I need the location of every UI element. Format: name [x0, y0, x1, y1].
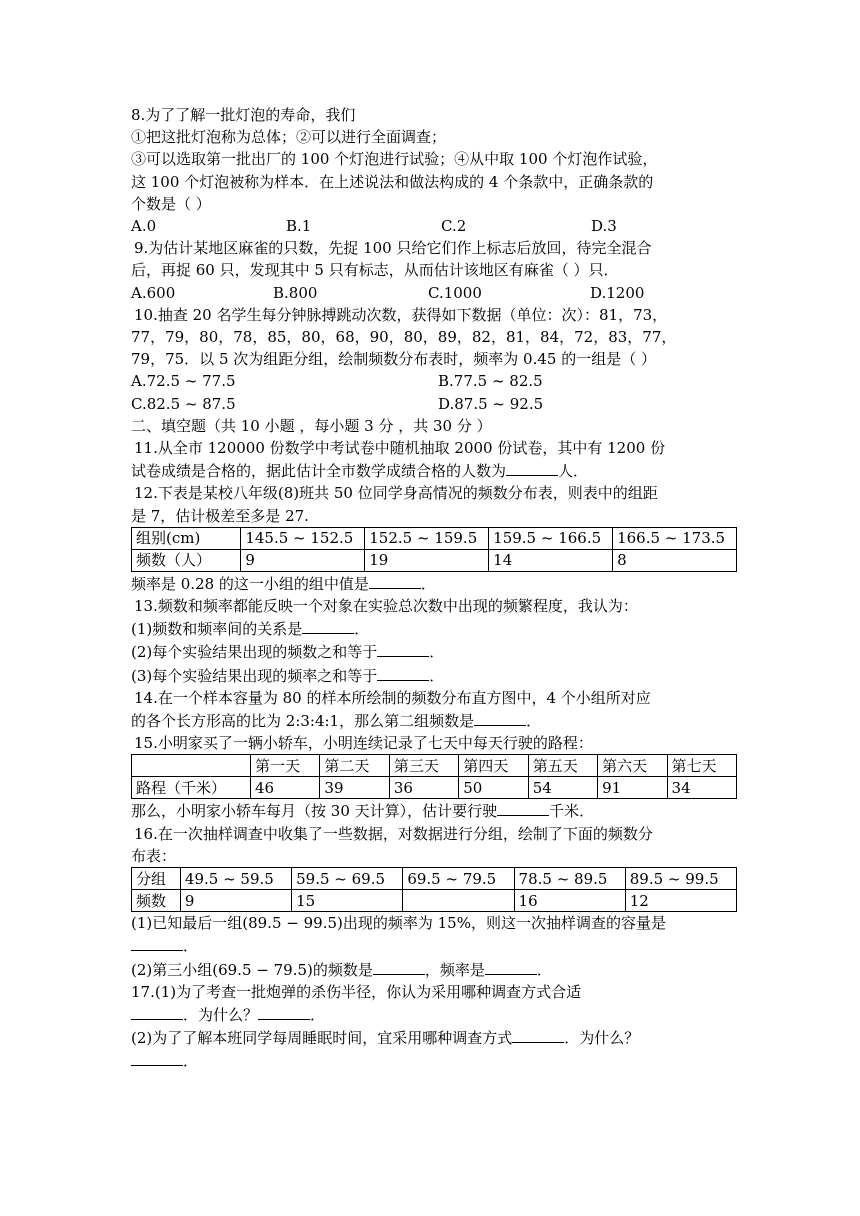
answer-blank	[377, 640, 429, 657]
q13-line-1: 13.频数和频率都能反映一个对象在实验总次数中出现的频繁程度，我认为：	[134, 597, 638, 616]
table-cell: 91	[598, 777, 667, 799]
q8-line-2: ①把这批灯泡称为总体；②可以进行全面调查；	[131, 128, 447, 147]
table-cell: 第五天	[528, 755, 597, 777]
answer-blank	[485, 958, 537, 975]
q17-sub-2-tail: ．	[183, 1052, 199, 1071]
q15-after-tail: 千米．	[549, 802, 595, 821]
table-cell: 频数	[132, 890, 181, 912]
q10-option-b: B.77.5 ~ 82.5	[438, 372, 543, 391]
table-row	[132, 777, 737, 799]
table-cell: 第二天	[320, 755, 389, 777]
q10-line-1: 10.抽查 20 名学生每分钟脉搏跳动次数，获得如下数据（单位：次）：81，73，	[134, 305, 668, 324]
q17-sub-1-cont	[131, 1003, 737, 1026]
answer-blank	[377, 664, 429, 681]
answer-blank	[497, 799, 549, 816]
table-cell: 12	[625, 890, 736, 912]
q16-sub-2-text: (2)第三小组(69.5 − 79.5)的频数是	[131, 960, 373, 979]
q16-sub-1: (1)已知最后一组(89.5 − 99.5)出现的频率为 15%，则这一次抽样调查的容量是	[131, 914, 666, 933]
table-cell: 59.5 ~ 69.5	[292, 868, 403, 890]
q12-after	[131, 572, 737, 595]
table-cell: 9	[241, 549, 365, 571]
table-cell: 分组	[132, 868, 181, 890]
q8-option-a: A.0	[131, 217, 157, 236]
q15-distance-table	[131, 754, 737, 799]
q8-line-5: 个数是（ ）	[131, 194, 211, 213]
table-cell: 9	[180, 890, 291, 912]
table-cell	[132, 755, 251, 777]
answer-blank	[474, 709, 526, 726]
table-cell: 50	[459, 777, 528, 799]
answer-blank	[131, 1049, 183, 1066]
table-cell: 第七天	[667, 755, 736, 777]
table-row	[132, 549, 737, 571]
q10-line-2: 77，79，80，78，85，80，68，90，80，89，82，81，84，72，83，77，	[131, 328, 677, 347]
q10-options-row-2	[131, 393, 737, 415]
q13-sub-2-text: (2)每个实验结果出现的频数之和等于	[131, 643, 378, 662]
table-cell: 19	[365, 549, 489, 571]
table-cell: 145.5 ~ 152.5	[241, 527, 365, 549]
q13-sub-2-tail: ．	[429, 643, 445, 662]
table-cell	[403, 890, 514, 912]
table-cell: 16	[514, 890, 625, 912]
q13-sub-2	[131, 640, 737, 663]
table-cell: 14	[489, 549, 613, 571]
q14-line-2	[131, 709, 737, 732]
q11-line-2	[131, 459, 737, 482]
q8-option-b: B.1	[286, 217, 312, 236]
q10-option-c: C.82.5 ~ 87.5	[131, 394, 236, 413]
table-cell: 第三天	[389, 755, 458, 777]
q13-sub-1-text: (1)频数和频率间的关系是	[131, 620, 303, 639]
q9-option-b: B.800	[273, 283, 318, 302]
q16-line-2: 布表：	[131, 846, 177, 865]
q14-line-1: 14.在一个样本容量为 80 的样本所绘制的频数分布直方图中，4 个小组所对应	[134, 688, 651, 707]
q13-sub-1-tail: ．	[354, 620, 370, 639]
q10-option-d: D.87.5 ~ 92.5	[438, 394, 544, 413]
q13-sub-3	[131, 664, 737, 687]
answer-blank	[369, 572, 421, 589]
answer-blank	[506, 459, 558, 476]
table-cell: 159.5 ~ 166.5	[489, 527, 613, 549]
table-cell: 频数（人）	[132, 549, 241, 571]
q17-sub-2-mid: ．为什么？	[564, 1029, 640, 1048]
table-cell: 第一天	[251, 755, 320, 777]
table-cell: 路程（千米）	[132, 777, 251, 799]
q8-options	[131, 215, 737, 237]
table-cell: 36	[389, 777, 458, 799]
q12-line-1: 12.下表是某校八年级(8)班共 50 位同学身高情况的频数分布表，则表中的组距	[134, 484, 658, 503]
q9-option-c: C.1000	[428, 283, 482, 302]
q16-sub-1-cont	[131, 934, 737, 957]
table-row	[132, 890, 737, 912]
answer-blank	[131, 934, 183, 951]
table-cell: 49.5 ~ 59.5	[180, 868, 291, 890]
table-cell: 89.5 ~ 99.5	[625, 868, 736, 890]
q16-frequency-table	[131, 867, 737, 912]
table-cell: 69.5 ~ 79.5	[403, 868, 514, 890]
q17-sub-1-mid: ．为什么？	[183, 1005, 259, 1024]
q16-line-1: 16.在一次抽样调查中收集了一些数据，对数据进行分组，绘制了下面的频数分	[134, 824, 653, 843]
table-cell: 第四天	[459, 755, 528, 777]
q15-after	[131, 799, 737, 822]
q13-sub-3-tail: ．	[429, 666, 445, 685]
table-cell: 54	[528, 777, 597, 799]
q14-tail: ．	[526, 712, 542, 731]
q16-sub-1-tail: ．	[183, 937, 199, 956]
q11-text: 试卷成绩是合格的，据此估计全市数学成绩合格的人数为	[131, 462, 507, 481]
q8-line-3: ③可以选取第一批出厂的 100 个灯泡进行试验；④从中取 100 个灯泡作试验，	[131, 150, 658, 169]
q17-sub-2-cont	[131, 1049, 737, 1072]
table-row	[132, 868, 737, 890]
table-cell: 第六天	[598, 755, 667, 777]
table-cell: 152.5 ~ 159.5	[365, 527, 489, 549]
table-cell: 8	[613, 549, 737, 571]
q8-option-c: C.2	[441, 217, 467, 236]
table-cell: 39	[320, 777, 389, 799]
q12-line-2: 是 7，估计极差至多是 27.	[131, 506, 309, 525]
table-cell: 78.5 ~ 89.5	[514, 868, 625, 890]
q8-option-d: D.3	[591, 217, 617, 236]
q10-options-row-1	[131, 370, 737, 392]
q9-option-a: A.600	[131, 283, 176, 302]
q12-after-text: 频率是 0.28 的这一小组的组中值是	[131, 574, 369, 593]
document-page	[131, 104, 737, 1073]
q16-sub-2-tail: ．	[536, 960, 552, 979]
q9-line-1: 9.为估计某地区麻雀的只数，先捉 100 只给它们作上标志后放回，待完全混合	[134, 239, 652, 258]
section-heading: 二、填空题（共 10 小题 ，每小题 3 分 ，共 30 分 ）	[131, 416, 492, 435]
q9-line-2: 后，再捉 60 只，发现其中 5 只有标志，从而估计该地区有麻雀（ ）只．	[131, 261, 619, 280]
q15-after-text: 那么，小明家小轿车每月（按 30 天计算），估计要行驶	[131, 802, 498, 821]
answer-blank	[131, 1003, 183, 1020]
q16-sub-2	[131, 958, 737, 981]
table-cell: 34	[667, 777, 736, 799]
table-row	[132, 527, 737, 549]
q10-option-a: A.72.5 ~ 77.5	[131, 372, 236, 391]
q13-sub-1	[131, 617, 737, 640]
q15-line-1: 15.小明家买了一辆小轿车，小明连续记录了七天中每天行驶的路程：	[134, 734, 593, 753]
answer-blank	[258, 1003, 310, 1020]
q14-text: 的各个长方形高的比为 2:3:4:1，那么第二组频数是	[131, 712, 475, 731]
q13-sub-3-text: (3)每个实验结果出现的频率之和等于	[131, 666, 378, 685]
table-cell: 166.5 ~ 173.5	[613, 527, 737, 549]
q12-frequency-table	[131, 527, 737, 572]
q11-line-1: 11.从全市 120000 份数学中考试卷中随机抽取 2000 份试卷，其中有 1200 份	[134, 439, 666, 458]
q17-sub-2-text: (2)为了了解本班同学每周睡眠时间，宜采用哪种调查方式	[131, 1029, 513, 1048]
table-cell: 46	[251, 777, 320, 799]
answer-blank	[373, 958, 425, 975]
table-row	[132, 755, 737, 777]
q9-option-d: D.1200	[590, 283, 645, 302]
table-cell: 15	[292, 890, 403, 912]
q8-line-4: 这 100 个灯泡被称为样本．在上述说法和做法构成的 4 个条款中，正确条款的	[131, 172, 654, 191]
q12-after-tail: ．	[420, 574, 436, 593]
q16-sub-2-mid: ，频率是	[424, 960, 485, 979]
q17-sub-2	[131, 1026, 737, 1049]
table-cell: 组别(cm)	[132, 527, 241, 549]
answer-blank	[512, 1026, 564, 1043]
q11-tail: 人．	[558, 462, 589, 481]
answer-blank	[302, 617, 354, 634]
q17-sub-1-tail: ．	[310, 1005, 326, 1024]
q8-line-1: 8.为了了解一批灯泡的寿命，我们	[131, 106, 356, 124]
q9-options	[131, 282, 737, 304]
q17-sub-1: 17.(1)为了考查一批炮弹的杀伤半径，你认为采用哪种调查方式合适	[131, 982, 582, 1001]
q10-line-3: 79，75．以 5 次为组距分组，绘制频数分布表时，频率为 0.45 的一组是（ ）	[131, 350, 656, 369]
